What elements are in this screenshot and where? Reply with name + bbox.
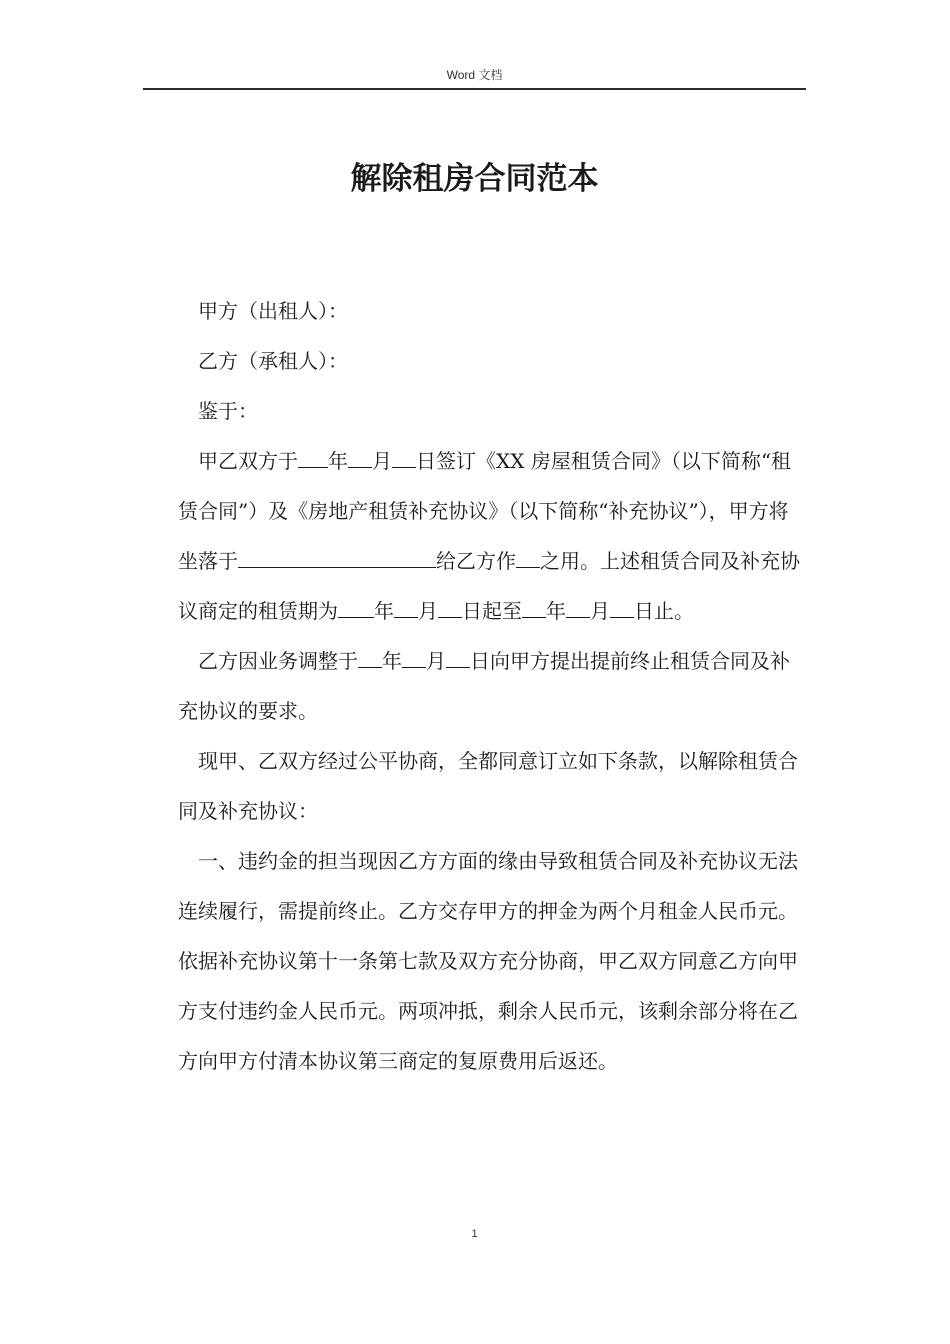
text-segment: 年: [546, 599, 566, 623]
party-a-line: 甲方（出租人）：: [198, 299, 348, 323]
blank-field: [338, 616, 374, 618]
text-segment: 月: [590, 599, 610, 623]
blank-field: [298, 466, 328, 468]
blank-field: [566, 616, 590, 618]
blank-field: [238, 566, 436, 568]
text-segment: 之用。上述租赁合同及补充协议商定的租赁期为: [178, 549, 800, 623]
text-segment: 日起至: [462, 599, 522, 623]
whereas-line: 鉴于：: [198, 399, 258, 423]
document-body: [178, 286, 806, 1086]
text-segment: 月: [418, 599, 438, 623]
text-segment: 年: [328, 449, 348, 473]
text-segment: 日止。: [634, 599, 694, 623]
blank-field: [438, 616, 462, 618]
text-segment: 年: [382, 649, 402, 673]
text-segment: 日签订《XX 房屋租赁合同》（以下简称“租赁合同”）及《房地产租赁补充协议》（以下简称“补充协议”），甲方将坐落于: [178, 449, 792, 573]
clause-one-penalty: 一、违约金的担当现因乙方方面的缘由导致租赁合同及补充协议无法连续履行，需提前终止。乙方交存甲方的押金为两个月租金人民币元。依据补充协议第十一条第七款及双方充分协商，甲乙双方同意乙方向甲方支付违约金人民币元。两项冲抵，剩余人民币元，该剩余部分将在乙方向甲方付清本协议第三商定的复原费用后返还。: [178, 849, 798, 1073]
paragraph-termination-request: [178, 636, 806, 736]
party-b-line: 乙方（承租人）：: [198, 349, 348, 373]
paragraph-lease-background: [178, 436, 806, 636]
header-label: Word 文档: [446, 68, 503, 82]
blank-field: [402, 666, 426, 668]
page-number: 1: [471, 1228, 478, 1240]
document-title: 解除租房合同范本: [350, 161, 599, 197]
text-segment: 月: [426, 649, 446, 673]
text-segment: 乙方因业务调整于: [198, 649, 358, 673]
blank-field: [348, 466, 372, 468]
blank-field: [394, 616, 418, 618]
paragraph-agreement: 现甲、乙双方经过公平协商，全都同意订立如下条款，以解除租赁合同及补充协议：: [178, 749, 798, 823]
text-segment: 月: [372, 449, 392, 473]
blank-field: [522, 616, 546, 618]
blank-field: [516, 566, 540, 568]
text-segment: 甲乙双方于: [198, 449, 298, 473]
blank-field: [446, 666, 470, 668]
page-header: [143, 66, 806, 90]
blank-field: [358, 666, 382, 668]
blank-field: [610, 616, 634, 618]
blank-field: [392, 466, 416, 468]
text-segment: 给乙方作: [436, 549, 516, 573]
text-segment: 日向甲方提出提前终止租赁合同及补充协议的要求。: [178, 649, 790, 723]
text-segment: 年: [374, 599, 394, 623]
